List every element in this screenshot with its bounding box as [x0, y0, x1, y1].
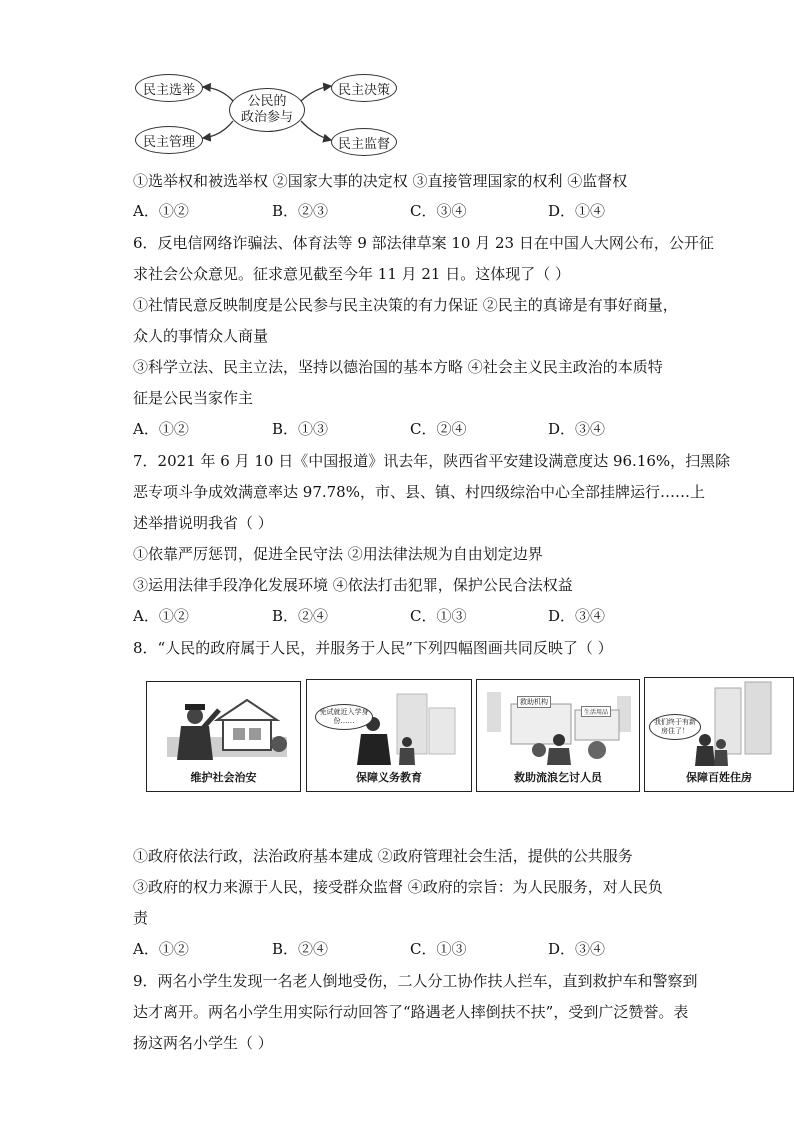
- q8-option-b[interactable]: B．②④: [272, 940, 329, 958]
- q8-option-d[interactable]: D．③④: [548, 940, 606, 958]
- picture-vagrant-aid: [476, 679, 640, 792]
- q7-statements-1-2: ①依靠严厉惩罚，促进全民守法 ②用法律法规为自由划定边界: [133, 545, 543, 563]
- node-democratic-management: 民主管理: [135, 126, 203, 154]
- q8-option-a[interactable]: A．①②: [133, 940, 189, 958]
- q9-stem-line-3: 扬这两名小学生（ ）: [133, 1034, 273, 1052]
- q6-option-d[interactable]: D．③④: [548, 420, 606, 438]
- picture-2-caption: 保障义务教育: [356, 771, 422, 784]
- node-political-participation: [229, 88, 305, 132]
- node-democratic-decision: 民主决策: [331, 74, 397, 102]
- q7-option-d[interactable]: D．③④: [548, 607, 606, 625]
- picture-2-speech-bubble: 免试就近入学身份……: [315, 704, 373, 730]
- q7-option-b[interactable]: B．②④: [272, 607, 329, 625]
- q8-statements-3-4: ③政府的权力来源于人民，接受群众监督 ④政府的宗旨：为人民服务，对人民负: [133, 878, 663, 896]
- arrow-to-supervision: [301, 121, 331, 140]
- q7-stem-line-3: 述举措说明我省（ ）: [133, 514, 273, 532]
- picture-3-sign-2: 生活用品: [581, 706, 611, 717]
- q7-stem-line-2: 恶专项斗争成效满意率达 97.78%，市、县、镇、村四级综治中心全部挂牌运行……上: [133, 483, 705, 501]
- center-line-2: 政治参与: [240, 110, 293, 125]
- picture-3-caption: 救助流浪乞讨人员: [514, 771, 602, 784]
- picture-3-sign: 救助机构: [517, 696, 551, 708]
- arrow-to-decision: [301, 86, 331, 101]
- q6-statement-1-2: ①社情民意反映制度是公民参与民主决策的有力保证 ②民主的真谛是有事好商量，: [133, 296, 678, 314]
- picture-1-caption: 维护社会治安: [190, 771, 257, 784]
- q6-statement-2-cont: 众人的事情众人商量: [133, 327, 269, 345]
- q5-statements: ①选举权和被选举权 ②国家大事的决定权 ③直接管理国家的权利 ④监督权: [133, 172, 628, 190]
- aid-illustration: [477, 680, 639, 765]
- q7-option-c[interactable]: C．①③: [410, 607, 467, 625]
- q6-statement-4-cont: 征是公民当家作主: [133, 389, 254, 407]
- picture-4-speech-bubble: 我们终于有新房住了！: [649, 714, 701, 740]
- q5-option-b[interactable]: B．②③: [272, 202, 329, 220]
- q5-option-c[interactable]: C．③④: [410, 202, 467, 220]
- arrow-to-management: [203, 121, 233, 138]
- picture-housing: [644, 677, 794, 792]
- picture-public-security: [146, 681, 301, 792]
- q6-option-c[interactable]: C．②④: [410, 420, 467, 438]
- q6-stem-line-1: 6．反电信网络诈骗法、体育法等 9 部法律草案 10 月 23 日在中国人大网公布，公开征: [133, 234, 714, 252]
- police-salute-illustration: [147, 682, 300, 762]
- q9-stem-line-1: 9．两名小学生发现一名老人倒地受伤，二人分工协作扶人拦车，直到救护车和警察到: [133, 972, 698, 990]
- picture-compulsory-education: [306, 679, 472, 792]
- node-democratic-election: 民主选举: [135, 74, 203, 102]
- q8-statements-1-2: ①政府依法行政，法治政府基本建成 ②政府管理社会生活，提供的公共服务: [133, 847, 633, 865]
- q7-option-a[interactable]: A．①②: [133, 607, 189, 625]
- arrow-to-election: [203, 87, 233, 101]
- q8-option-c[interactable]: C．①③: [410, 940, 467, 958]
- picture-4-caption: 保障百姓住房: [686, 771, 752, 784]
- participation-diagram: [133, 66, 403, 160]
- q6-option-a[interactable]: A．①②: [133, 420, 189, 438]
- q5-option-a[interactable]: A．①②: [133, 202, 189, 220]
- q7-statements-3-4: ③运用法律手段净化发展环境 ④依法打击犯罪，保护公民合法权益: [133, 576, 573, 594]
- q7-stem-line-1: 7．2021 年 6 月 10 日《中国报道》讯去年，陕西省平安建设满意度达 96.16%，扫黑除: [133, 452, 731, 470]
- q6-stem-line-2: 求社会公众意见。征求意见截至今年 11 月 21 日。这体现了（ ）: [133, 265, 571, 283]
- q8-statement-4-cont: 责: [133, 909, 149, 927]
- q6-option-b[interactable]: B．①③: [272, 420, 329, 438]
- q9-stem-line-2: 达才离开。两名小学生用实际行动回答了“路遇老人摔倒扶不扶”，受到广泛赞誉。表: [133, 1003, 689, 1021]
- q5-option-d[interactable]: D．①④: [548, 202, 606, 220]
- q8-stem: 8．“人民的政府属于人民，并服务于人民”下列四幅图画共同反映了（ ）: [133, 639, 613, 657]
- node-democratic-supervision: 民主监督: [331, 128, 397, 156]
- q6-statement-3-4: ③科学立法、民主立法，坚持以德治国的基本方略 ④社会主义民主政治的本质特: [133, 358, 663, 376]
- center-line-1: 公民的: [247, 94, 287, 109]
